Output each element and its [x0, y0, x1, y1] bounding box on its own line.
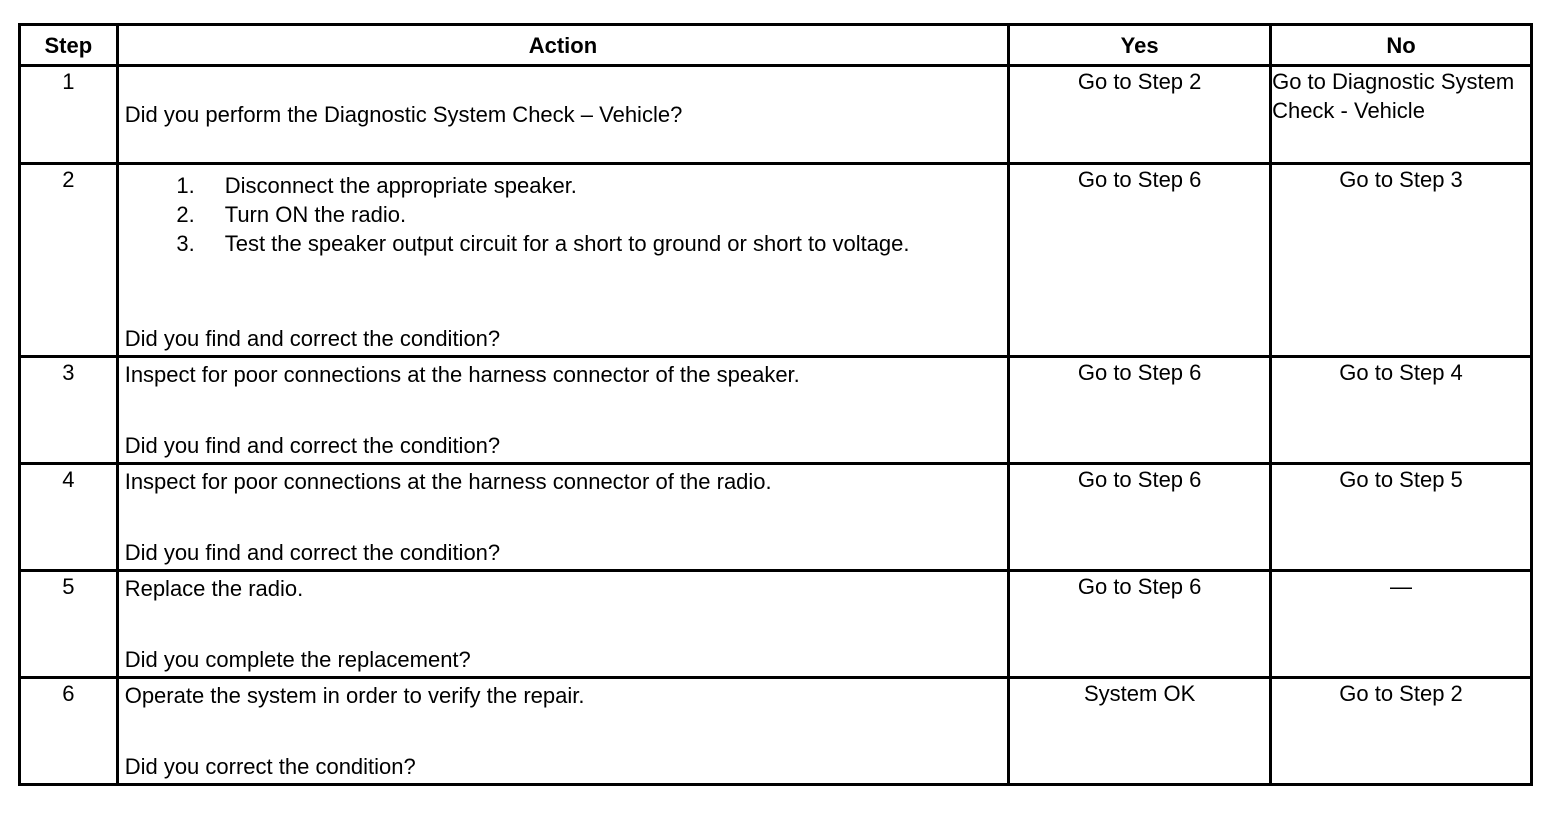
action-cell [117, 464, 1008, 571]
substep-item [125, 171, 999, 200]
substep-item [125, 229, 999, 258]
substep-number: 2. [176, 202, 195, 227]
no-result: Go to Step 5 [1271, 464, 1532, 571]
action-text: Operate the system in order to verify the repair. [124, 683, 585, 708]
header-action: Action [117, 25, 1008, 66]
substep-list [125, 171, 999, 258]
header-no: No [1271, 25, 1532, 66]
step-number: 3 [20, 357, 118, 464]
substep-item [125, 200, 999, 229]
action-cell [117, 357, 1008, 464]
action-cell [117, 66, 1008, 164]
no-result: Go to Step 3 [1271, 164, 1532, 357]
action-cell [117, 571, 1008, 678]
no-result: Go to Step 4 [1271, 357, 1532, 464]
action-cell [117, 164, 1008, 357]
action-cell [117, 678, 1008, 785]
yes-result: Go to Step 6 [1009, 357, 1271, 464]
no-result: — [1271, 571, 1532, 678]
header-yes: Yes [1009, 25, 1271, 66]
step-number: 2 [20, 164, 118, 357]
no-result: Go to Diagnostic System Check - Vehicle [1271, 66, 1532, 164]
action-text: Replace the radio. [124, 576, 304, 601]
action-text: Did you perform the Diagnostic System Check – Vehicle? [124, 102, 683, 127]
yes-result: Go to Step 6 [1009, 164, 1271, 357]
yes-result: System OK [1009, 678, 1271, 785]
no-result: Go to Step 2 [1271, 678, 1532, 785]
substep-text: Disconnect the appropriate speaker. [224, 173, 577, 198]
step-number: 6 [20, 678, 118, 785]
substep-number: 1. [176, 173, 195, 198]
table-row [20, 164, 1532, 357]
step-number: 1 [20, 66, 118, 164]
table-row [20, 678, 1532, 785]
substep-text: Turn ON the radio. [224, 202, 407, 227]
header-step: Step [20, 25, 118, 66]
table-row [20, 66, 1532, 164]
yes-result: Go to Step 6 [1009, 464, 1271, 571]
substep-text: Test the speaker output circuit for a short to ground or short to voltage. [224, 231, 910, 256]
action-text: Inspect for poor connections at the harness connector of the radio. [124, 469, 772, 494]
action-text: Inspect for poor connections at the harness connector of the speaker. [124, 362, 800, 387]
yes-result: Go to Step 2 [1009, 66, 1271, 164]
table-row [20, 464, 1532, 571]
substep-number: 3. [176, 231, 195, 256]
table-row [20, 571, 1532, 678]
question-text: Did you find and correct the condition? [124, 433, 501, 458]
yes-result: Go to Step 6 [1009, 571, 1271, 678]
step-number: 4 [20, 464, 118, 571]
question-text: Did you correct the condition? [124, 754, 416, 779]
question-text: Did you find and correct the condition? [124, 540, 501, 565]
step-number: 5 [20, 571, 118, 678]
table-row [20, 357, 1532, 464]
question-text: Did you complete the replacement? [124, 647, 471, 672]
diagnostic-table [18, 23, 1533, 786]
question-text: Did you find and correct the condition? [124, 326, 501, 351]
header-row [20, 25, 1532, 66]
